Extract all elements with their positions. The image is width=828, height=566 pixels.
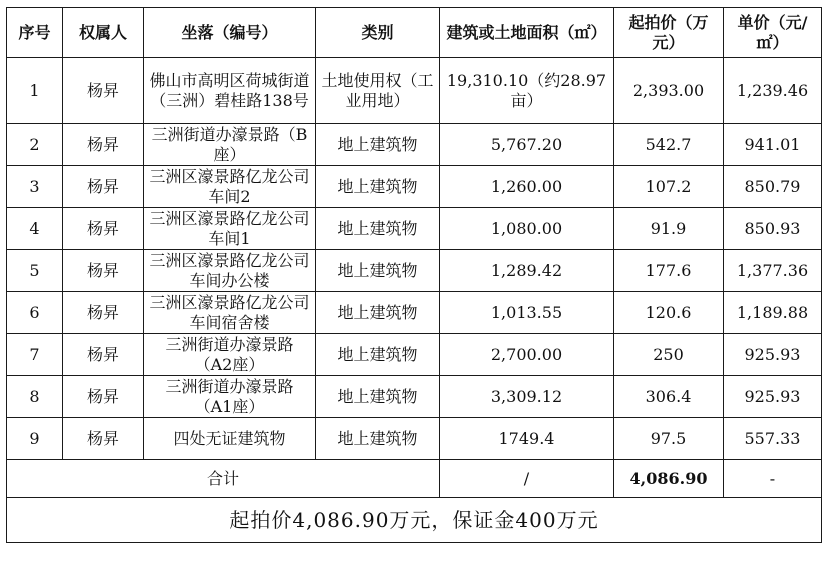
table-row (7, 334, 822, 376)
total-label: 合计 (7, 460, 440, 498)
cell-location: 三洲街道办濠景路（A2座） (144, 334, 316, 376)
cell-category: 土地使用权（工业用地） (316, 58, 440, 124)
cell-unit-price: 1,239.46 (724, 58, 822, 124)
table-row (7, 250, 822, 292)
table-row (7, 166, 822, 208)
cell-owner: 杨昇 (63, 418, 144, 460)
cell-start-price: 97.5 (614, 418, 724, 460)
cell-location: 三洲区濠景路亿龙公司车间2 (144, 166, 316, 208)
cell-area: 5,767.20 (440, 124, 614, 166)
cell-unit-price: 850.79 (724, 166, 822, 208)
cell-unit-price: 925.93 (724, 376, 822, 418)
header-start-price: 起拍价（万元） (614, 8, 724, 58)
cell-owner: 杨昇 (63, 250, 144, 292)
cell-start-price: 120.6 (614, 292, 724, 334)
cell-start-price: 306.4 (614, 376, 724, 418)
cell-unit-price: 941.01 (724, 124, 822, 166)
header-idx: 序号 (7, 8, 63, 58)
cell-location: 三洲街道办濠景路（B座） (144, 124, 316, 166)
cell-idx: 5 (7, 250, 63, 292)
header-row (7, 8, 822, 58)
cell-location: 三洲区濠景路亿龙公司车间宿舍楼 (144, 292, 316, 334)
cell-unit-price: 1,189.88 (724, 292, 822, 334)
footer-row (7, 498, 822, 543)
cell-category: 地上建筑物 (316, 166, 440, 208)
header-location: 坐落（编号） (144, 8, 316, 58)
cell-unit-price: 557.33 (724, 418, 822, 460)
table-row (7, 376, 822, 418)
cell-owner: 杨昇 (63, 58, 144, 124)
cell-location: 四处无证建筑物 (144, 418, 316, 460)
table-row (7, 58, 822, 124)
cell-category: 地上建筑物 (316, 208, 440, 250)
table-row (7, 418, 822, 460)
cell-category: 地上建筑物 (316, 334, 440, 376)
cell-idx: 9 (7, 418, 63, 460)
cell-owner: 杨昇 (63, 376, 144, 418)
cell-idx: 6 (7, 292, 63, 334)
cell-owner: 杨昇 (63, 334, 144, 376)
cell-area: 1,289.42 (440, 250, 614, 292)
total-area: / (440, 460, 614, 498)
cell-start-price: 177.6 (614, 250, 724, 292)
total-start-price: 4,086.90 (614, 460, 724, 498)
cell-idx: 4 (7, 208, 63, 250)
cell-category: 地上建筑物 (316, 376, 440, 418)
cell-category: 地上建筑物 (316, 124, 440, 166)
cell-idx: 8 (7, 376, 63, 418)
cell-idx: 1 (7, 58, 63, 124)
cell-owner: 杨昇 (63, 166, 144, 208)
cell-owner: 杨昇 (63, 124, 144, 166)
cell-start-price: 250 (614, 334, 724, 376)
cell-unit-price: 850.93 (724, 208, 822, 250)
cell-idx: 3 (7, 166, 63, 208)
table-row (7, 292, 822, 334)
cell-area: 2,700.00 (440, 334, 614, 376)
cell-category: 地上建筑物 (316, 292, 440, 334)
cell-area: 1749.4 (440, 418, 614, 460)
total-row (7, 460, 822, 498)
cell-area: 1,013.55 (440, 292, 614, 334)
cell-owner: 杨昇 (63, 208, 144, 250)
footer-note: 起拍价4,086.90万元，保证金400万元 (7, 498, 822, 543)
cell-unit-price: 925.93 (724, 334, 822, 376)
auction-table (6, 7, 822, 543)
cell-area: 1,260.00 (440, 166, 614, 208)
cell-owner: 杨昇 (63, 292, 144, 334)
cell-start-price: 542.7 (614, 124, 724, 166)
cell-location: 三洲区濠景路亿龙公司车间办公楼 (144, 250, 316, 292)
cell-area: 1,080.00 (440, 208, 614, 250)
cell-start-price: 2,393.00 (614, 58, 724, 124)
cell-location: 三洲街道办濠景路（A1座） (144, 376, 316, 418)
cell-area: 3,309.12 (440, 376, 614, 418)
cell-start-price: 107.2 (614, 166, 724, 208)
cell-location: 三洲区濠景路亿龙公司车间1 (144, 208, 316, 250)
header-category: 类别 (316, 8, 440, 58)
cell-idx: 2 (7, 124, 63, 166)
cell-unit-price: 1,377.36 (724, 250, 822, 292)
header-area: 建筑或土地面积（㎡） (440, 8, 614, 58)
header-owner: 权属人 (63, 8, 144, 58)
cell-category: 地上建筑物 (316, 418, 440, 460)
cell-idx: 7 (7, 334, 63, 376)
cell-location: 佛山市高明区荷城街道（三洲）碧桂路138号 (144, 58, 316, 124)
table-row (7, 124, 822, 166)
cell-area: 19,310.10（约28.97亩） (440, 58, 614, 124)
table-row (7, 208, 822, 250)
cell-start-price: 91.9 (614, 208, 724, 250)
total-unit-price: - (724, 460, 822, 498)
header-unit-price: 单价（元/㎡） (724, 8, 822, 58)
cell-category: 地上建筑物 (316, 250, 440, 292)
